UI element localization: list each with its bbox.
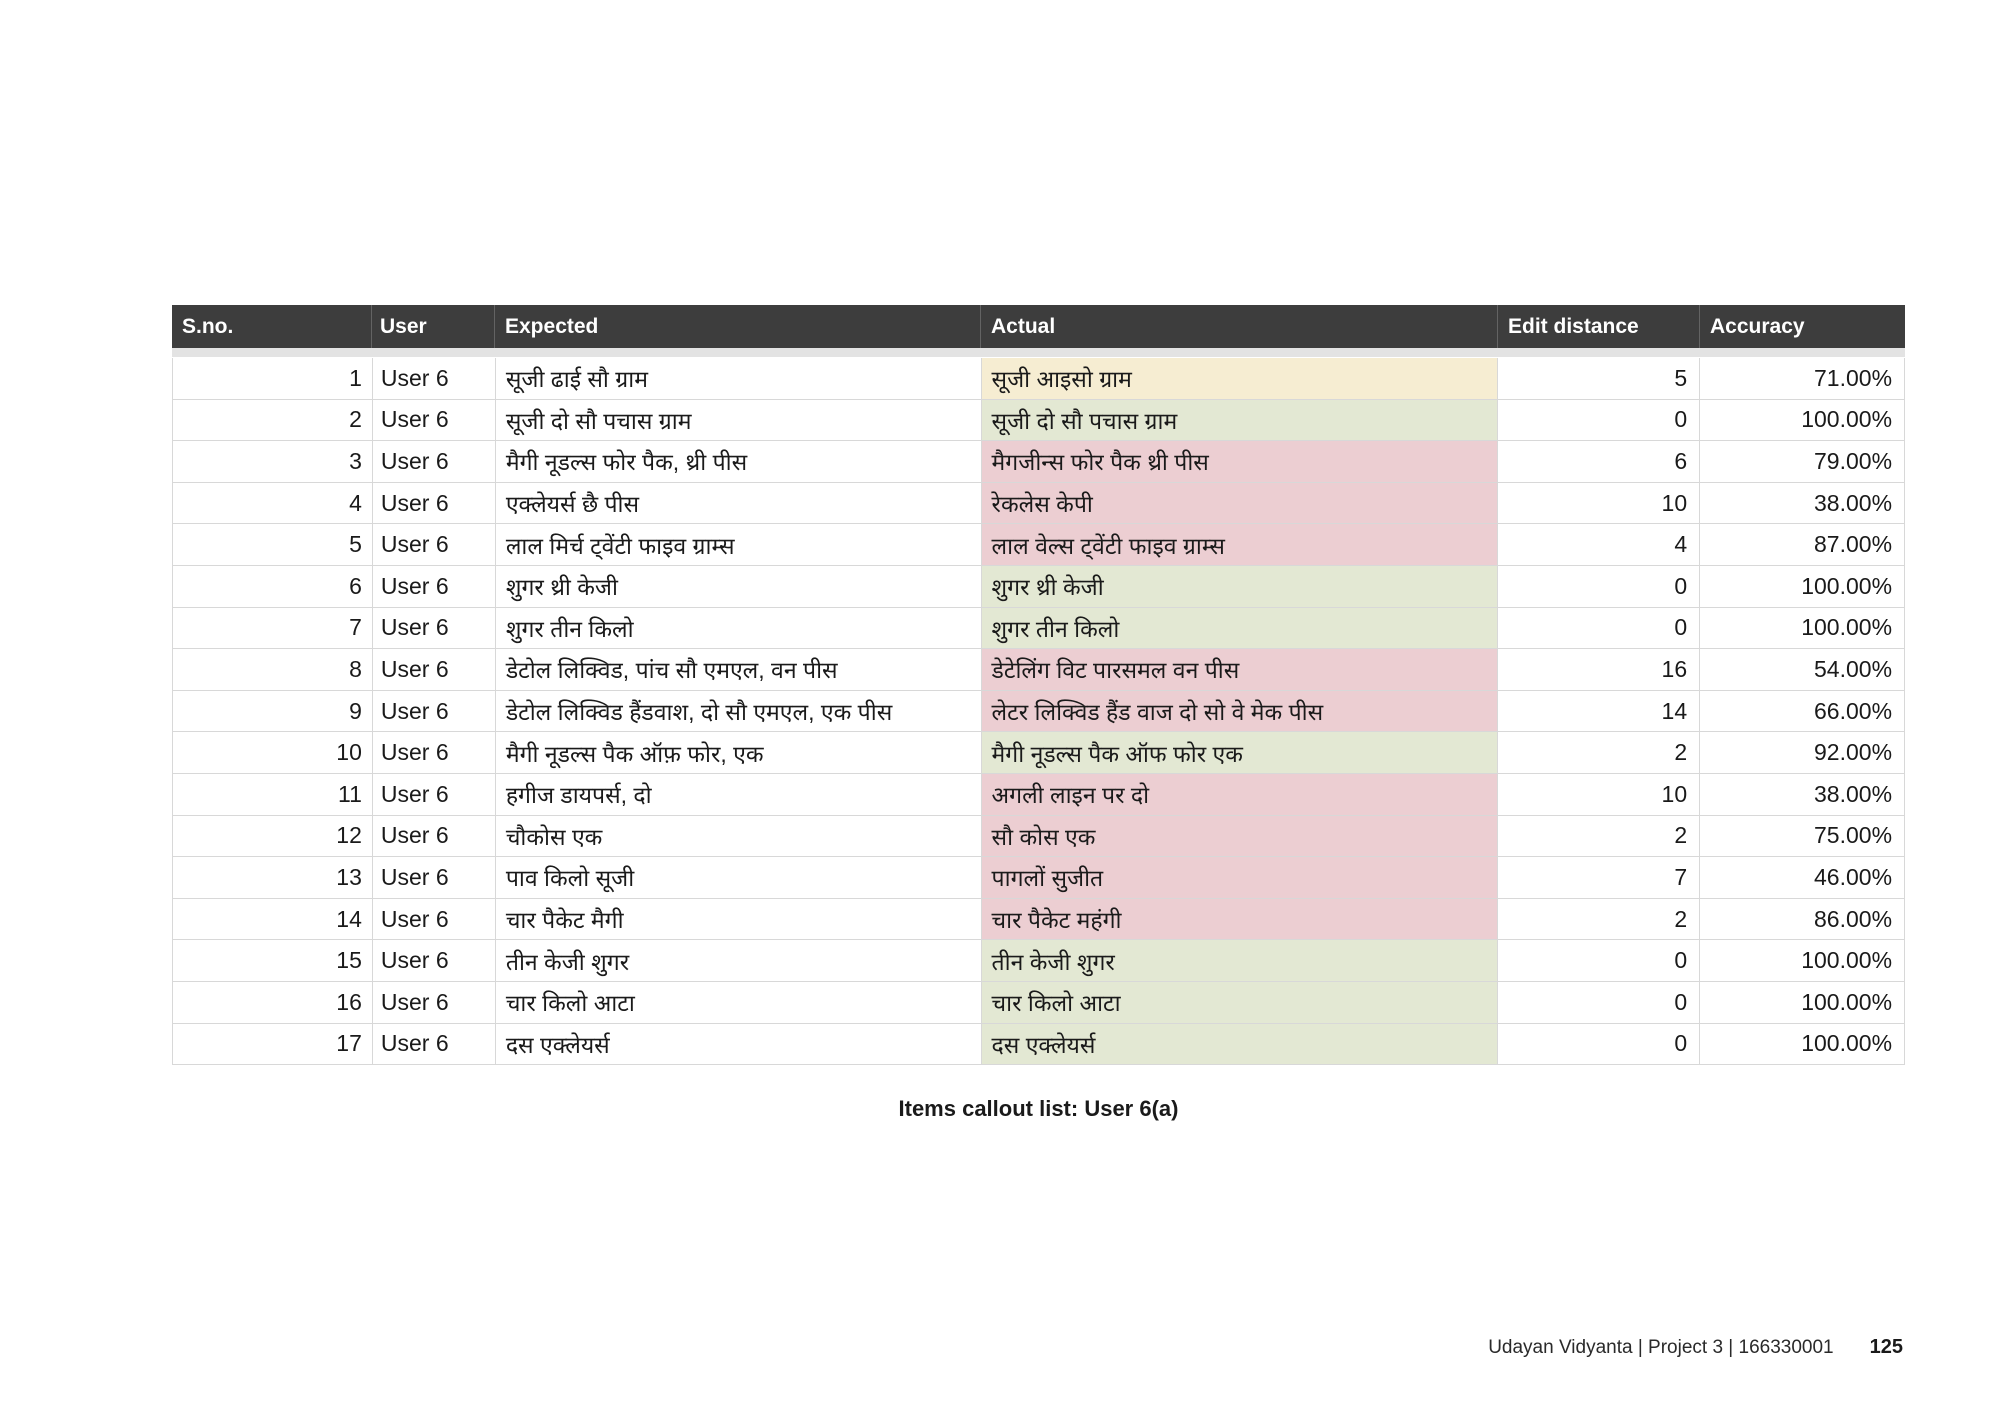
actual-cell: शुगर तीन किलो	[982, 608, 1499, 649]
sno-cell: 9	[173, 691, 373, 732]
header-user: User	[372, 305, 495, 348]
expected-cell: शुगर तीन किलो	[496, 608, 982, 649]
expected-cell: एक्लेयर्स छै पीस	[496, 483, 982, 524]
expected-cell: पाव किलो सूजी	[496, 857, 982, 898]
edit-distance-cell: 10	[1498, 483, 1700, 524]
table-row	[173, 566, 1905, 608]
user-cell: User 6	[373, 566, 496, 607]
header-actual: Actual	[981, 305, 1498, 348]
user-cell: User 6	[373, 899, 496, 940]
actual-cell: रेकलेस केपी	[982, 483, 1499, 524]
table-row	[173, 400, 1905, 442]
user-cell: User 6	[373, 816, 496, 857]
header-accuracy: Accuracy	[1700, 305, 1905, 348]
actual-cell: चार पैकेट महंगी	[982, 899, 1499, 940]
sno-cell: 2	[173, 400, 373, 441]
expected-cell: चार पैकेट मैगी	[496, 899, 982, 940]
user-cell: User 6	[373, 982, 496, 1023]
edit-distance-cell: 0	[1498, 608, 1700, 649]
table-row	[173, 608, 1905, 650]
sno-cell: 13	[173, 857, 373, 898]
expected-cell: सूजी दो सौ पचास ग्राम	[496, 400, 982, 441]
actual-cell: डेटेलिंग विट पारसमल वन पीस	[982, 649, 1499, 690]
sno-cell: 1	[173, 358, 373, 399]
expected-cell: मैगी नूडल्स पैक ऑफ़ फोर, एक	[496, 732, 982, 773]
accuracy-cell: 100.00%	[1700, 608, 1905, 649]
user-cell: User 6	[373, 940, 496, 981]
actual-cell: सूजी दो सौ पचास ग्राम	[982, 400, 1499, 441]
accuracy-cell: 100.00%	[1700, 1024, 1905, 1065]
user-cell: User 6	[373, 1024, 496, 1065]
expected-cell: डेटोल लिक्विड हैंडवाश, दो सौ एमएल, एक पीस	[496, 691, 982, 732]
user-cell: User 6	[373, 608, 496, 649]
expected-cell: हगीज डायपर्स, दो	[496, 774, 982, 815]
sno-cell: 7	[173, 608, 373, 649]
results-table	[172, 305, 1905, 1065]
actual-cell: तीन केजी शुगर	[982, 940, 1499, 981]
header-expected: Expected	[495, 305, 981, 348]
user-cell: User 6	[373, 732, 496, 773]
user-cell: User 6	[373, 441, 496, 482]
accuracy-cell: 100.00%	[1700, 566, 1905, 607]
edit-distance-cell: 10	[1498, 774, 1700, 815]
user-cell: User 6	[373, 358, 496, 399]
accuracy-cell: 38.00%	[1700, 483, 1905, 524]
frozen-row-divider	[172, 348, 1905, 358]
edit-distance-cell: 0	[1498, 982, 1700, 1023]
page-footer	[1488, 1336, 1903, 1359]
user-cell: User 6	[373, 524, 496, 565]
edit-distance-cell: 7	[1498, 857, 1700, 898]
accuracy-cell: 100.00%	[1700, 400, 1905, 441]
sno-cell: 10	[173, 732, 373, 773]
sno-cell: 8	[173, 649, 373, 690]
sno-cell: 3	[173, 441, 373, 482]
sno-cell: 11	[173, 774, 373, 815]
edit-distance-cell: 2	[1498, 816, 1700, 857]
actual-cell: अगली लाइन पर दो	[982, 774, 1499, 815]
edit-distance-cell: 0	[1498, 566, 1700, 607]
edit-distance-cell: 0	[1498, 1024, 1700, 1065]
header-edit-distance: Edit distance	[1498, 305, 1700, 348]
expected-cell: लाल मिर्च ट्वेंटी फाइव ग्राम्स	[496, 524, 982, 565]
table-row	[173, 649, 1905, 691]
table-row	[173, 441, 1905, 483]
actual-cell: सौ कोस एक	[982, 816, 1499, 857]
table-row	[173, 774, 1905, 816]
user-cell: User 6	[373, 774, 496, 815]
expected-cell: मैगी नूडल्स फोर पैक, थ्री पीस	[496, 441, 982, 482]
edit-distance-cell: 5	[1498, 358, 1700, 399]
table-row	[173, 982, 1905, 1024]
actual-cell: लाल वेल्स ट्वेंटी फाइव ग्राम्स	[982, 524, 1499, 565]
sno-cell: 5	[173, 524, 373, 565]
expected-cell: चार किलो आटा	[496, 982, 982, 1023]
user-cell: User 6	[373, 857, 496, 898]
actual-cell: सूजी आइसो ग्राम	[982, 358, 1499, 399]
accuracy-cell: 38.00%	[1700, 774, 1905, 815]
edit-distance-cell: 2	[1498, 732, 1700, 773]
table-row	[173, 1024, 1905, 1066]
actual-cell: दस एक्लेयर्स	[982, 1024, 1499, 1065]
table-row	[173, 940, 1905, 982]
accuracy-cell: 75.00%	[1700, 816, 1905, 857]
table-row	[173, 732, 1905, 774]
expected-cell: डेटोल लिक्विड, पांच सौ एमएल, वन पीस	[496, 649, 982, 690]
accuracy-cell: 66.00%	[1700, 691, 1905, 732]
user-cell: User 6	[373, 691, 496, 732]
table-row	[173, 358, 1905, 400]
edit-distance-cell: 2	[1498, 899, 1700, 940]
expected-cell: दस एक्लेयर्स	[496, 1024, 982, 1065]
actual-cell: चार किलो आटा	[982, 982, 1499, 1023]
actual-cell: मैगी नूडल्स पैक ऑफ फोर एक	[982, 732, 1499, 773]
accuracy-cell: 100.00%	[1700, 940, 1905, 981]
table-body	[172, 358, 1905, 1065]
expected-cell: तीन केजी शुगर	[496, 940, 982, 981]
actual-cell: पागलों सुजीत	[982, 857, 1499, 898]
edit-distance-cell: 14	[1498, 691, 1700, 732]
accuracy-cell: 87.00%	[1700, 524, 1905, 565]
sno-cell: 15	[173, 940, 373, 981]
actual-cell: शुगर थ्री केजी	[982, 566, 1499, 607]
table-row	[173, 899, 1905, 941]
sno-cell: 16	[173, 982, 373, 1023]
accuracy-cell: 79.00%	[1700, 441, 1905, 482]
actual-cell: मैगजीन्स फोर पैक थ्री पीस	[982, 441, 1499, 482]
user-cell: User 6	[373, 400, 496, 441]
table-row	[173, 691, 1905, 733]
sno-cell: 17	[173, 1024, 373, 1065]
header-sno: S.no.	[172, 305, 372, 348]
accuracy-cell: 71.00%	[1700, 358, 1905, 399]
accuracy-cell: 86.00%	[1700, 899, 1905, 940]
table-row	[173, 483, 1905, 525]
user-cell: User 6	[373, 483, 496, 524]
table-row	[173, 857, 1905, 899]
expected-cell: सूजी ढाई सौ ग्राम	[496, 358, 982, 399]
accuracy-cell: 46.00%	[1700, 857, 1905, 898]
edit-distance-cell: 4	[1498, 524, 1700, 565]
footer-attribution: Udayan Vidyanta | Project 3 | 166330001	[1488, 1337, 1834, 1358]
sno-cell: 14	[173, 899, 373, 940]
table-header-row	[172, 305, 1905, 348]
sno-cell: 12	[173, 816, 373, 857]
page-number: 125	[1869, 1336, 1903, 1358]
expected-cell: शुगर थ्री केजी	[496, 566, 982, 607]
expected-cell: चौकोस एक	[496, 816, 982, 857]
edit-distance-cell: 16	[1498, 649, 1700, 690]
actual-cell: लेटर लिक्विड हैंड वाज दो सो वे मेक पीस	[982, 691, 1499, 732]
edit-distance-cell: 0	[1498, 400, 1700, 441]
edit-distance-cell: 6	[1498, 441, 1700, 482]
sno-cell: 6	[173, 566, 373, 607]
accuracy-cell: 92.00%	[1700, 732, 1905, 773]
table-row	[173, 524, 1905, 566]
accuracy-cell: 100.00%	[1700, 982, 1905, 1023]
table-caption: Items callout list: User 6(a)	[898, 1096, 1179, 1121]
user-cell: User 6	[373, 649, 496, 690]
table-row	[173, 816, 1905, 858]
edit-distance-cell: 0	[1498, 940, 1700, 981]
sno-cell: 4	[173, 483, 373, 524]
accuracy-cell: 54.00%	[1700, 649, 1905, 690]
